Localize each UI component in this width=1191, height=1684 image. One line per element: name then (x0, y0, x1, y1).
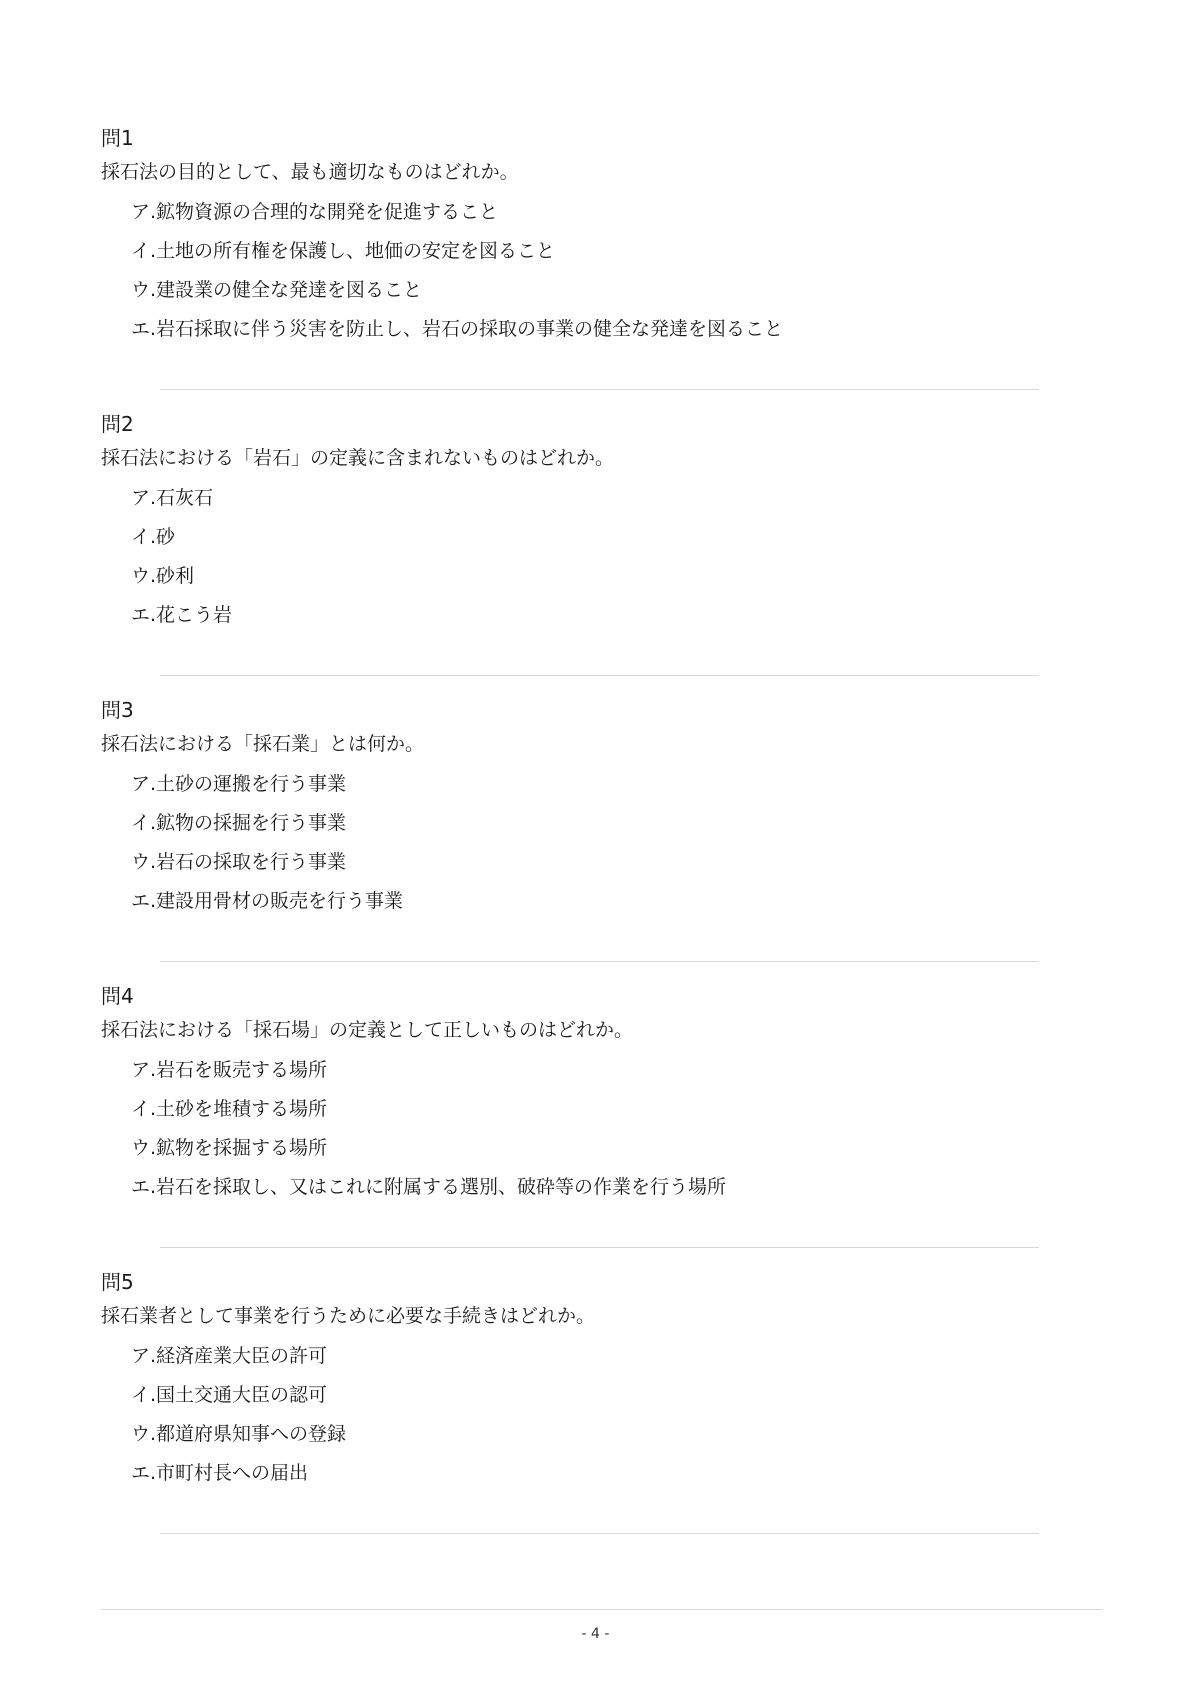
question-5 (101, 1270, 1041, 1499)
question-text: 採石法における「岩石」の定義に含まれないものはどれか。 (101, 447, 615, 469)
choice-item (131, 1421, 1041, 1460)
question-text: 採石法における「採石業」とは何か。 (101, 733, 425, 755)
choice-text: 砂利 (156, 565, 195, 587)
choice-text: 砂 (156, 526, 176, 548)
choice-text: 国土交通大臣の認可 (156, 1384, 328, 1406)
choice-list (101, 771, 1041, 927)
choice-text: 都道府県知事への登録 (156, 1423, 347, 1445)
choice-item (131, 1460, 1041, 1499)
choice-key: ア. (131, 1059, 157, 1081)
choice-item (131, 316, 1041, 355)
choice-item (131, 277, 1041, 316)
choice-text: 岩石採取に伴う災害を防止し、岩石の採取の事業の健全な発達を図ること (156, 318, 784, 340)
choice-text: 土砂を堆積する場所 (156, 1098, 328, 1120)
choice-key: エ. (131, 318, 157, 340)
choice-key: イ. (131, 1098, 157, 1120)
choice-text: 鉱物を採掘する場所 (156, 1137, 328, 1159)
question-divider (160, 1533, 1039, 1534)
question-number: 問2 (101, 412, 134, 436)
choice-text: 建設業の健全な発達を図ること (156, 279, 423, 301)
choice-item (131, 1096, 1041, 1135)
question-text: 採石業者として事業を行うために必要な手続きはどれか。 (101, 1305, 596, 1327)
choice-item (131, 199, 1041, 238)
choice-key: ア. (131, 201, 157, 223)
choice-item (131, 563, 1041, 602)
choice-key: イ. (131, 1384, 157, 1406)
choice-text: 岩石の採取を行う事業 (156, 851, 347, 873)
choice-text: 市町村長への届出 (156, 1462, 309, 1484)
question-4 (101, 984, 1041, 1213)
choice-item (131, 602, 1041, 641)
choice-item (131, 524, 1041, 563)
choice-item (131, 888, 1041, 927)
page-number: - 4 - (581, 1626, 610, 1642)
question-text: 採石法の目的として、最も適切なものはどれか。 (101, 161, 519, 183)
choice-list (101, 199, 1041, 355)
choice-key: ア. (131, 487, 157, 509)
choice-key: イ. (131, 526, 157, 548)
choice-item (131, 1174, 1041, 1213)
choice-key: エ. (131, 1176, 157, 1198)
question-number: 問3 (101, 698, 134, 722)
choice-key: ア. (131, 1345, 157, 1367)
choice-list (101, 1057, 1041, 1213)
choice-key: ウ. (131, 851, 157, 873)
choice-key: イ. (131, 812, 157, 834)
question-1 (101, 126, 1041, 355)
choice-list (101, 1343, 1041, 1499)
choice-key: エ. (131, 1462, 157, 1484)
choice-text: 土砂の運搬を行う事業 (156, 773, 347, 795)
footer-divider (101, 1609, 1103, 1610)
question-number: 問1 (101, 126, 134, 150)
choice-key: ウ. (131, 279, 157, 301)
choice-key: イ. (131, 240, 157, 262)
question-number: 問5 (101, 1270, 134, 1294)
choice-key: ウ. (131, 565, 157, 587)
question-divider (160, 961, 1039, 962)
choice-item (131, 810, 1041, 849)
choice-text: 花こう岩 (156, 604, 233, 626)
choice-item (131, 849, 1041, 888)
question-number: 問4 (101, 984, 134, 1008)
choice-item (131, 1057, 1041, 1096)
choice-text: 建設用骨材の販売を行う事業 (156, 890, 404, 912)
choice-key: エ. (131, 890, 157, 912)
choice-key: エ. (131, 604, 157, 626)
choice-text: 土地の所有権を保護し、地価の安定を図ること (156, 240, 556, 262)
question-divider (160, 389, 1039, 390)
question-text: 採石法における「採石場」の定義として正しいものはどれか。 (101, 1019, 634, 1041)
choice-item (131, 485, 1041, 524)
choice-key: ウ. (131, 1423, 157, 1445)
question-3 (101, 698, 1041, 927)
choice-text: 岩石を販売する場所 (156, 1059, 328, 1081)
question-divider (160, 1247, 1039, 1248)
choice-text: 鉱物資源の合理的な開発を促進すること (156, 201, 499, 223)
choice-text: 岩石を採取し、又はこれに附属する選別、破砕等の作業を行う場所 (156, 1176, 727, 1198)
choice-item (131, 1343, 1041, 1382)
choice-item (131, 238, 1041, 277)
choice-text: 石灰石 (156, 487, 214, 509)
choice-item (131, 1135, 1041, 1174)
choice-item (131, 771, 1041, 810)
choice-text: 鉱物の採掘を行う事業 (156, 812, 347, 834)
choice-list (101, 485, 1041, 641)
choice-key: ア. (131, 773, 157, 795)
question-2 (101, 412, 1041, 641)
choice-text: 経済産業大臣の許可 (156, 1345, 328, 1367)
choice-item (131, 1382, 1041, 1421)
question-divider (160, 675, 1039, 676)
choice-key: ウ. (131, 1137, 157, 1159)
